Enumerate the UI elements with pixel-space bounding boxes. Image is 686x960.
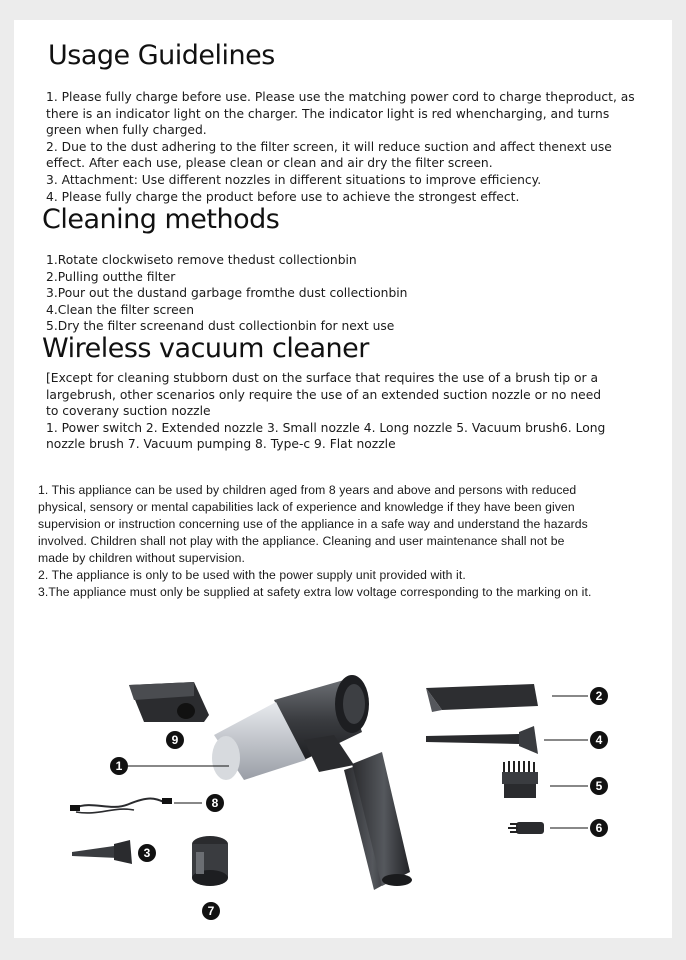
flat-nozzle-part <box>129 682 209 722</box>
usage-line-4: 4. Please fully charge the product before use to achieve the strongest effect. <box>46 189 520 204</box>
cleaning-step-4: 4.Clean the filter screen <box>46 302 195 317</box>
callout-badge-8: 8 <box>206 794 224 812</box>
cleaning-step-1: 1.Rotate clockwiseto remove thedust collectionbin <box>46 253 357 267</box>
callout-badge-4: 4 <box>590 731 608 749</box>
parts-diagram-svg <box>14 640 672 938</box>
callout-badge-6: 6 <box>590 819 608 837</box>
usage-guidelines-text <box>46 89 646 205</box>
vacuum-brush-part <box>502 761 538 798</box>
safety-line-2: 2. The appliance is only to be used with the power supply unit provided with it. <box>38 568 466 582</box>
parts-list: 1. Power switch 2. Extended nozzle 3. Small nozzle 4. Long nozzle 5. Vacuum brush6. Long nozzle brush 7. Vacuum pumping 8. Type-c 9. Flat nozzle <box>46 420 606 452</box>
callout-badge-3: 3 <box>138 844 156 862</box>
usage-line-3: 3. Attachment: Use different nozzles in different situations to improve efficiency. <box>46 172 542 187</box>
safety-notice <box>38 482 598 601</box>
cleaning-methods-heading: Cleaning methods <box>42 204 280 235</box>
usage-line-2: 2. Due to the dust adhering to the filter screen, it will reduce suction and affect thenext use effect. After each use, please clean or clean and air dry the filter screen. <box>46 139 612 171</box>
manual-page <box>14 20 672 938</box>
cleaning-methods-list <box>46 252 646 335</box>
safety-line-1: 1. This appliance can be used by children aged from 8 years and above and persons with reduced physical, sensory or mental capabilities lack of experience and knowledge if they have been given supervision or instruction concerning use of the appliance in a safe way and understand the hazards involved. Children shall not play with the appliance. Cleaning and user maintenance shall not be made by children without supervision. <box>38 483 588 565</box>
type-c-cable-part <box>70 798 172 813</box>
usage-guidelines-heading: Usage Guidelines <box>48 40 275 71</box>
callout-badge-2: 2 <box>590 687 608 705</box>
cleaning-step-2: 2.Pulling outthe filter <box>46 269 176 284</box>
vacuum-pumping-part <box>192 836 228 886</box>
callout-badge-5: 5 <box>590 777 608 795</box>
extended-nozzle-part <box>426 684 538 712</box>
long-nozzle-brush-part <box>508 822 544 834</box>
cleaning-step-3: 3.Pour out the dustand garbage fromthe dust collectionbin <box>46 286 408 301</box>
parts-illustration <box>14 640 672 938</box>
safety-line-3: 3.The appliance must only be supplied at safety extra low voltage corresponding to the marking on it. <box>38 585 592 599</box>
small-nozzle-part <box>72 840 132 864</box>
long-nozzle-part <box>426 726 538 754</box>
vacuum-cleaner-body <box>212 675 412 890</box>
callout-badge-9: 9 <box>166 731 184 749</box>
callout-badge-7: 7 <box>202 902 220 920</box>
callout-badge-1: 1 <box>110 757 128 775</box>
cleaning-step-5: 5.Dry the filter screenand dust collectionbin for next use <box>46 319 395 334</box>
wireless-vacuum-heading: Wireless vacuum cleaner <box>42 333 369 364</box>
usage-line-1: 1. Please fully charge before use. Please use the matching power cord to charge theproduct, as there is an indicator light on the charger. The indicator light is red whencharging, and turns green when fully charged. <box>46 90 635 138</box>
wireless-vacuum-text <box>46 370 606 453</box>
nozzle-usage-note: [Except for cleaning stubborn dust on the surface that requires the use of a brush tip or a largebrush, other scenarios only require the use of an extended suction nozzle or no need to coverany suction nozzle <box>46 371 602 419</box>
